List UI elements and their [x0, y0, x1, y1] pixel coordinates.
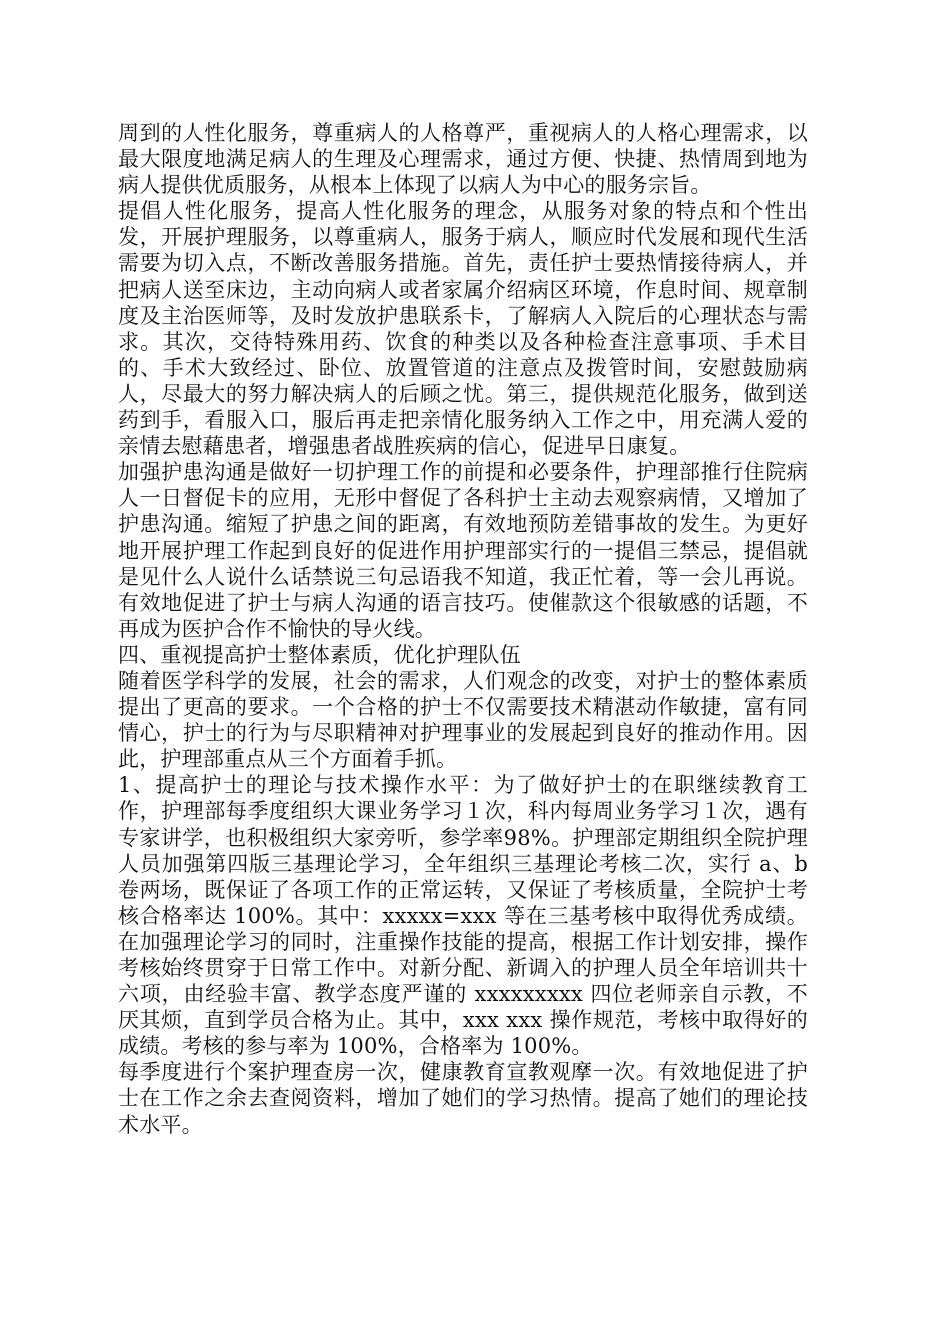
section-heading-nurse-quality: 四、重视提高护士整体素质，优化护理队伍: [118, 642, 521, 667]
paragraph-overall-quality: 随着医学科学的发展，社会的需求，人们观念的改变，对护士的整体素质提出了更高的要求。一个合格的护士不仅需要技术精湛动作敏捷，富有同情心，护士的行为与尽职精神对护理事业的发展起到良好的推动作用。因此，护理部重点从三个方面着手抓。: [118, 668, 808, 772]
paragraph-case-rounds: 每季度进行个案护理查房一次，健康教育宣教观摩一次。有效地促进了护士在工作之余去查阅资料，增加了她们的学习热情。提高了她们的理论技术水平。: [118, 1060, 808, 1137]
document-page: [118, 120, 808, 1138]
paragraph-humanized-service-intro: 周到的人性化服务，尊重病人的人格尊严，重视病人的人格心理需求，以最大限度地满足病人的生理及心理需求，通过方便、快捷、热情周到地为病人提供优质服务，从根本上体现了以病人为中心的服务宗旨。: [118, 121, 808, 198]
paragraph-promote-humanized-service: 提倡人性化服务，提高人性化服务的理念，从服务对象的特点和个性出发，开展护理服务，以尊重病人，服务于病人，顺应时代发展和现代生活需要为切入点，不断改善服务措施。首先，责任护士要热情接待病人，并把病人送至床边，主动向病人或者家属介绍病区环境，作息时间、规章制度及主治医师等，及时发放护患联系卡，了解病人入院后的心理状态与需求。其次，交待特殊用药、饮食的种类以及各种检查注意事项、手术目的、手术大致经过、卧位、放置管道的注意点及拨管时间，安慰鼓励病人，尽最大的努力解决病人的后顾之忧。第三，提供规范化服务，做到送药到手，看服入口，服后再走把亲情化服务纳入工作之中，用充满人爱的亲情去慰藉患者，增强患者战胜疾病的信心，促进早日康复。: [118, 199, 808, 459]
paragraph-nurse-patient-communication: 加强护患沟通是做好一切护理工作的前提和必要条件，护理部推行住院病人一日督促卡的应用，无形中督促了各科护士主动去观察病情，又增加了护患沟通。缩短了护患之间的距离，有效地预防差错事故的发生。为更好地开展护理工作起到良好的促进作用护理部实行的一提倡三禁忌，提倡就是见什么人说什么话禁说三句忌语我不知道，我正忙着，等一会儿再说。有效地促进了护士与病人沟通的语言技巧。使催款这个很敏感的话题，不再成为医护合作不愉快的导火线。: [118, 460, 808, 641]
paragraph-theory-and-skills: 1、提高护士的理论与技术操作水平：为了做好护士的在职继续教育工作，护理部每季度组织大课业务学习１次，科内每周业务学习１次，遇有专家讲学，也积极组织大家旁听，参学率98%。护理部定期组织全院护理人员加强第四版三基理论学习，全年组织三基理论考核二次，实行 a、b 卷两场，既保证了各项工作的正常运转，又保证了考核质量，全院护士考核合格率达 100%。其中：xxxxx=xxx 等在三基考核中取得优秀成绩。在加强理论学习的同时，注重操作技能的提高，根据工作计划安排，操作考核始终贯穿于日常工作中。对新分配、新调入的护理人员全年培训共十六项，由经验丰富、教学态度严谨的 xxxxxxxxx 四位老师亲自示教，不厌其烦，直到学员合格为止。其中，xxx xxx 操作规范，考核中取得好的成绩。考核的参与率为 100%，合格率为 100%。: [118, 773, 808, 1059]
